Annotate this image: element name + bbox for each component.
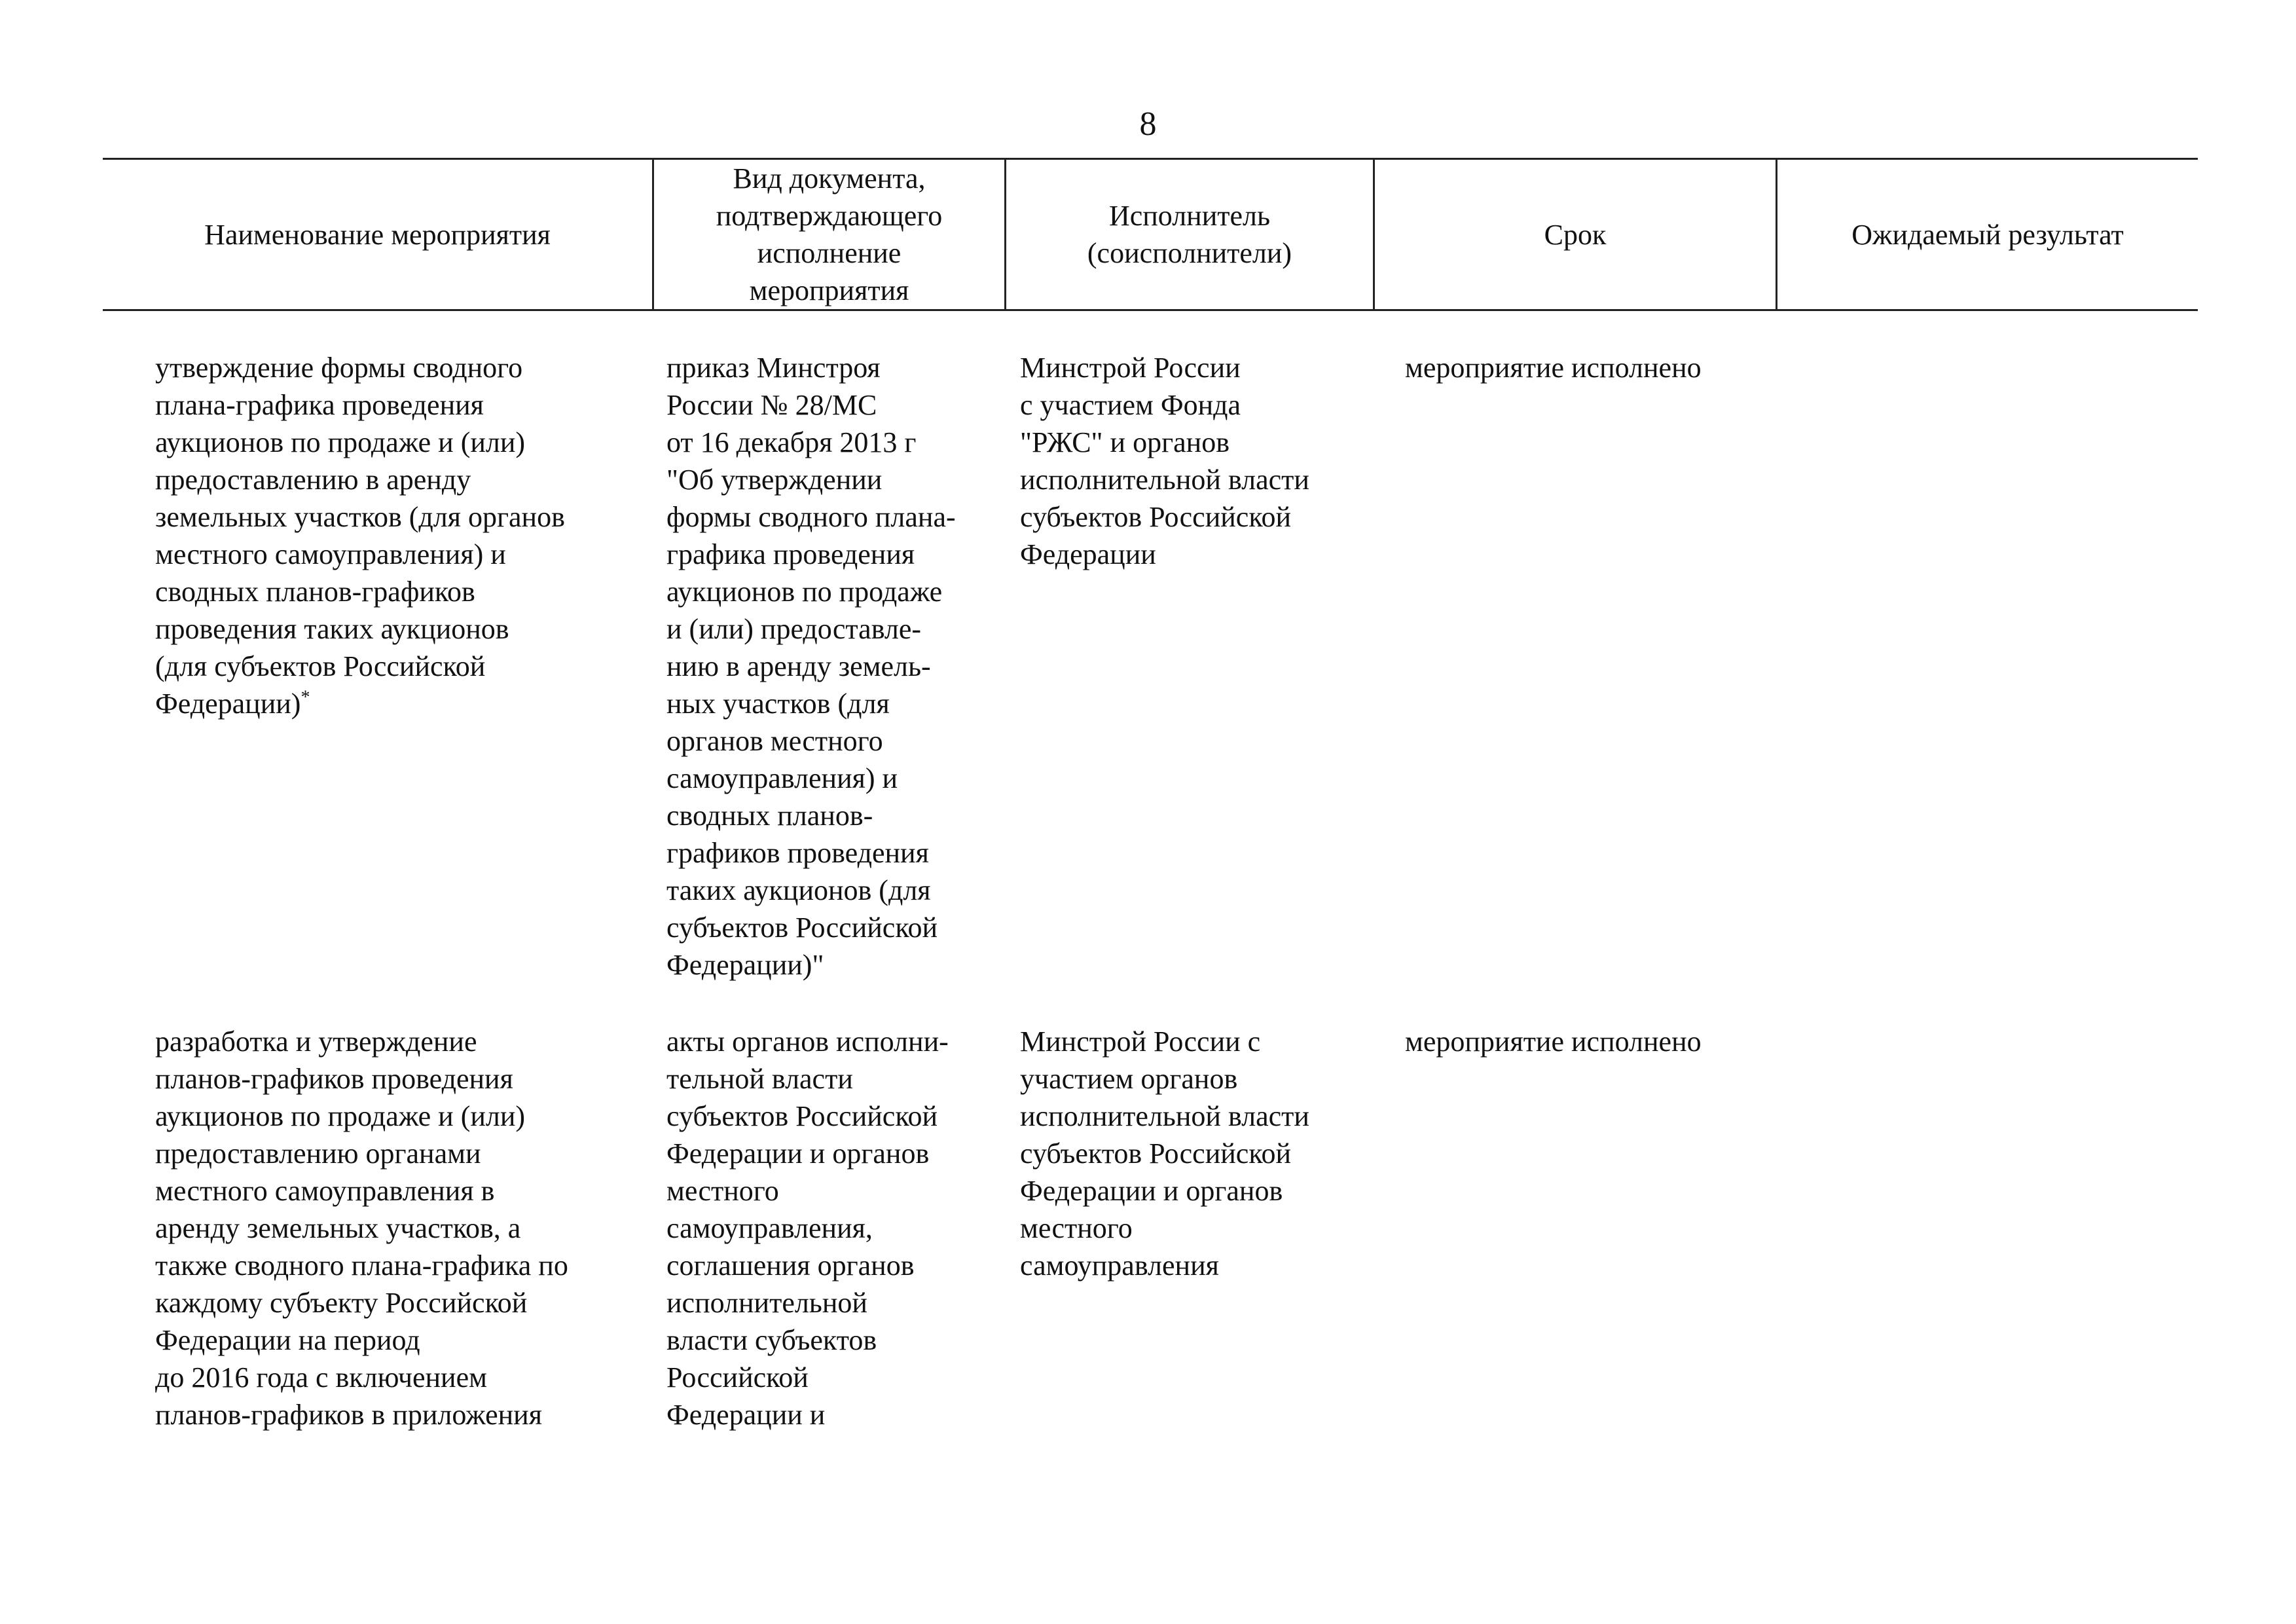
row-1-event-name: утверждение формы сводного плана-графика проведения аукционов по продаже и (или) предоставлению в аренду земельных участков (для органов местного самоуправления) и сводных планов-графиков проведения таких аукционов (для субъектов Российской Федерации)*: [155, 352, 565, 720]
row-2-document: акты органов исполни- тельной власти субъектов Российской Федерации и органов местного самоуправления, соглашения органов исполнительной власти субъектов Российской Федерации и: [666, 1025, 949, 1431]
footnote-marker: *: [301, 687, 310, 708]
row-2-event-name: разработка и утверждение планов-графиков проведения аукционов по продаже и (или) предоставлению органами местного самоуправления в аренду земельных участков, а также сводного плана-графика по каждому субъекту Российской Федерации на период до 2016 года с включением планов-графиков в приложения: [155, 1025, 568, 1431]
column-header-name: Наименование мероприятия: [204, 218, 551, 251]
column-header-result: Ожидаемый результат: [1851, 218, 2124, 251]
column-header-term: Срок: [1544, 218, 1607, 251]
row-2-term: мероприятие исполнено: [1405, 1025, 1702, 1058]
row-2-executor: Минстрой России с участием органов исполнительной власти субъектов Российской Федерации и органов местного самоуправления: [1020, 1025, 1309, 1282]
column-header-document: Вид документа, подтверждающего исполнение мероприятия: [716, 162, 943, 306]
column-header-executor: Исполнитель (соисполнители): [1087, 200, 1292, 269]
page-number: 8: [1139, 105, 1157, 143]
row-1-term: мероприятие исполнено: [1405, 352, 1702, 384]
table-header-bottom-rule: [103, 309, 2198, 311]
table-top-rule: [103, 158, 2198, 160]
row-1-executor: Минстрой России с участием Фонда "РЖС" и органов исполнительной власти субъектов Российской Федерации: [1020, 352, 1309, 570]
row-1-document: приказ Минстроя России № 28/МС от 16 декабря 2013 г "Об утверждении формы сводного плана- графика проведения аукционов по продаже и (или) предоставле- нию в аренду земель- ных участков (для органов местного самоуправления) и сводных планов- графиков проведения таких аукционов (для субъектов Российской Федерации)": [666, 352, 956, 981]
